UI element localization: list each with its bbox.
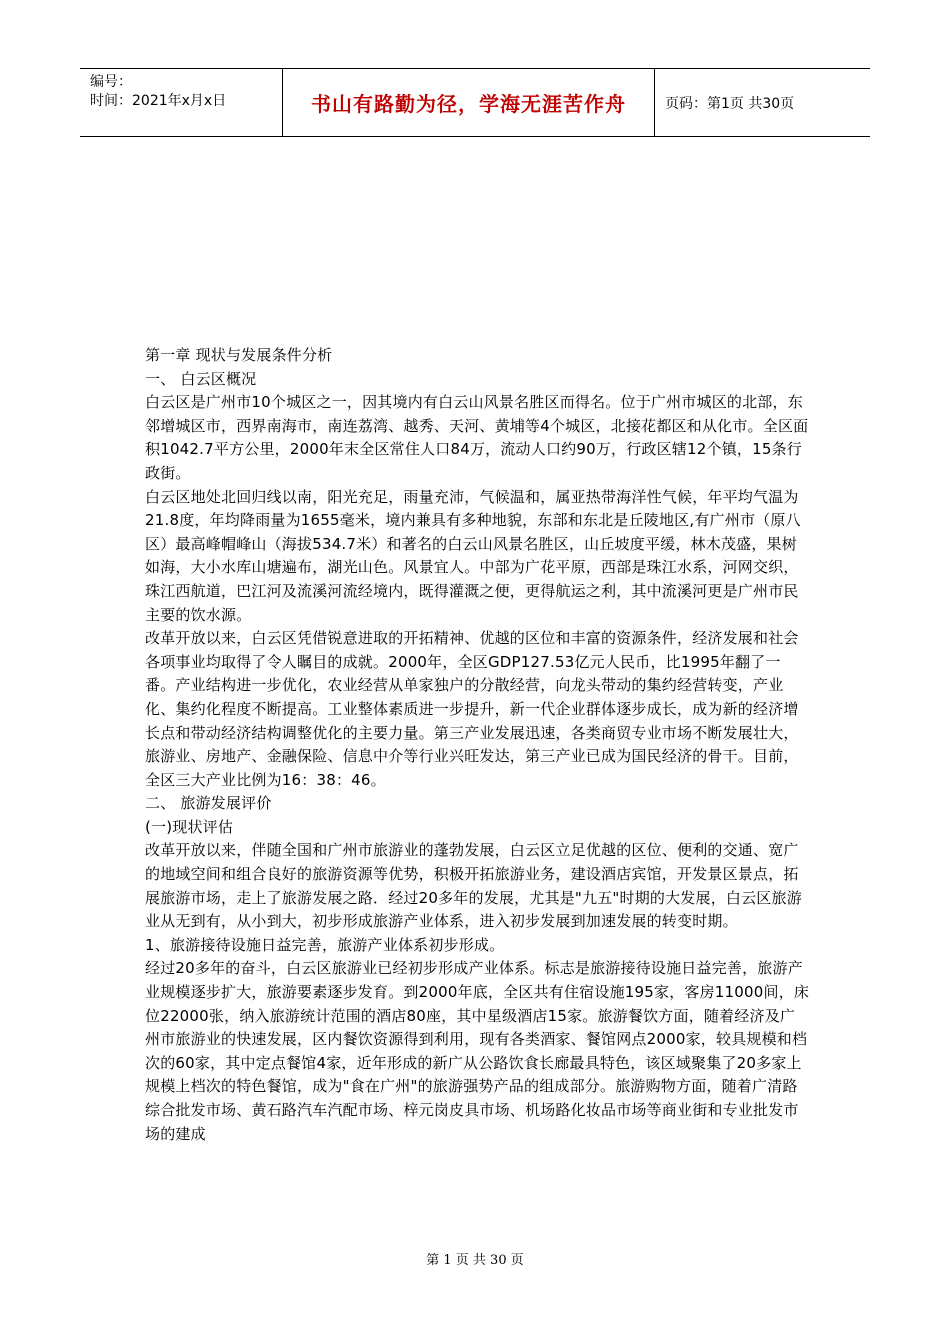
subsection-title: (一)现状评估	[145, 817, 234, 836]
page-info: 页码：第1页 共30页	[665, 95, 795, 112]
header-info-cell	[80, 69, 283, 136]
section-title: 一、 白云区概况	[145, 369, 257, 388]
document-body	[145, 344, 810, 1146]
footer-page-number: 第 1 页 共 30 页	[426, 1253, 524, 1268]
header-page-cell	[655, 69, 870, 136]
paragraph: 经过20多年的奋斗，白云区旅游业已经初步形成产业体系。标志是旅游接待设施日益完善，旅游产业规模逐步扩大，旅游要素逐步发育。到2000年底，全区共有住宿设施195家，客房11000间，床位22000张，纳入旅游统计范围的酒店80座，其中星级酒店15家。旅游餐饮方面，随着经济及广州市旅游业的快速发展，区内餐饮资源得到利用，现有各类酒家、餐馆网点2000家，较具规模和档次的60家，其中定点餐馆4家，近年形成的新广从公路饮食长廊最具特色，该区域聚集了20多家上规模上档次的特色餐馆，成为"食在广州"的旅游强势产品的组成部分。旅游购物方面，随着广清路综合批发市场、黄石路汽车汽配市场、梓元岗皮具市场、机场路化妆品市场等商业街和专业批发市场的建成	[145, 959, 810, 1143]
section-title: 二、 旅游发展评价	[145, 794, 272, 813]
item-title: 1、旅游接待设施日益完善，旅游产业体系初步形成。	[145, 935, 505, 954]
motto-text: 书山有路勤为径，学海无涯苦作舟	[311, 92, 626, 116]
page-header	[80, 68, 870, 137]
code-label: 编号：	[90, 74, 132, 90]
paragraph: 白云区是广州市10个城区之一，因其境内有白云山风景名胜区而得名。位于广州市城区的北部，东邻增城区市，西界南海市，南连荔湾、越秀、天河、黄埔等4个城区，北接花都区和从化市。全区面积1042.7平方公里，2000年末全区常住人口84万，流动人口约90万，行政区辖12个镇，15条行政街。	[145, 393, 809, 482]
header-motto-cell	[283, 69, 655, 136]
time-label: 时间：2021年x月x日	[90, 93, 227, 109]
paragraph: 白云区地处北回归线以南，阳光充足，雨量充沛，气候温和，属亚热带海洋性气候，年平均气温为21.8度，年均降雨量为1655毫米，境内兼具有多种地貌，东部和东北是丘陵地区,有广州市（原八区）最高峰帽峰山（海拔534.7米）和著名的白云山风景名胜区，山丘坡度平缓，林木茂盛，果树如海，大小水库山塘遍布，湖光山色。风景宜人。中部为广花平原，西部是珠江水系，河网交织，珠江西航道，巴江河及流溪河流经境内，既得灌溉之便，更得航运之利，其中流溪河更是广州市民主要的饮水源。	[145, 487, 801, 624]
paragraph: 改革开放以来，伴随全国和广州市旅游业的蓬勃发展，白云区立足优越的区位、便利的交通、宽广的地域空间和组合良好的旅游资源等优势，积极开拓旅游业务，建设酒店宾馆，开发景区景点，拓展旅游市场，走上了旅游发展之路．经过20多年的发展，尤其是"九五"时期的大发展，白云区旅游业从无到有，从小到大，初步形成旅游产业体系，进入初步发展到加速发展的转变时期。	[145, 841, 802, 931]
chapter-title: 第一章 现状与发展条件分析	[145, 346, 333, 364]
page-footer	[0, 1249, 950, 1268]
paragraph: 改革开放以来，白云区凭借锐意进取的开拓精神、优越的区位和丰富的资源条件，经济发展和社会各项事业均取得了令人瞩目的成就。2000年，全区GDP127.53亿元人民币，比1995年翻了一番。产业结构进一步优化，农业经营从单家独户的分散经营，向龙头带动的集约经营转变，产业化、集约化程度不断提高。工业整体素质进一步提升，新一代企业群体逐步成长，成为新的经济增长点和带动经济结构调整优化的主要力量。第三产业发展迅速，各类商贸专业市场不断发展壮大，旅游业、房地产、金融保险、信息中介等行业兴旺发达，第三产业已成为国民经济的骨干。目前，全区三大产业比例为16：38：46。	[145, 629, 799, 789]
